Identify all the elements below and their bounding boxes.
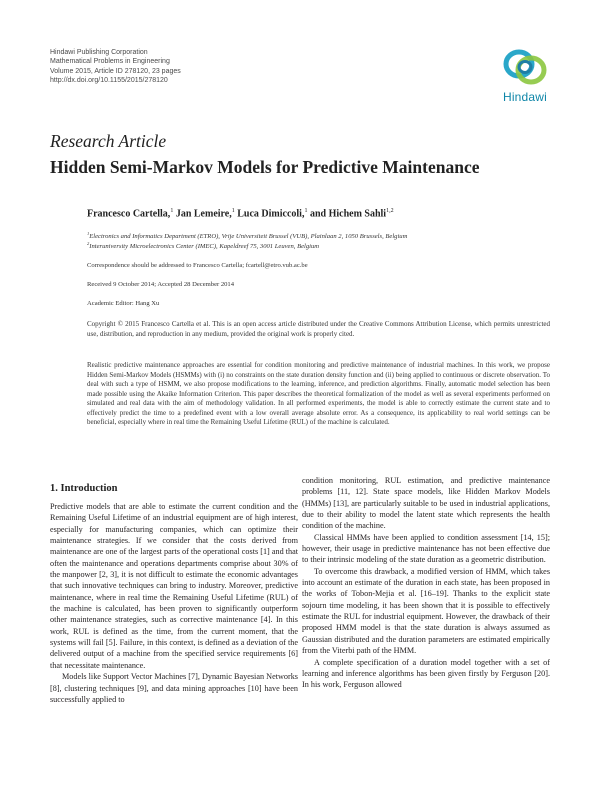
correspondence: Correspondence should be addressed to Francesco Cartella; fcartell@etro.vub.ac.be <box>87 262 308 269</box>
hindawi-logo-icon <box>495 46 555 90</box>
author-affiliation: 1 <box>170 208 174 214</box>
author-affiliation: 1 <box>304 208 308 214</box>
academic-editor: Academic Editor: Hang Xu <box>87 300 160 307</box>
publisher: Hindawi Publishing Corporation <box>50 49 148 56</box>
body-paragraph: Classical HMMs have been applied to condition assessment [14, 15]; however, their usage in predictive maintenance has not been effective due to their intrinsic modeling of the state duration as a geometric distribution. <box>302 532 550 565</box>
body-paragraph: To overcome this drawback, a modified version of HMM, which takes into account an estimate of the duration in each state, has been proposed in the works of Tobon-Mejia et al. [16–19]. Thanks to the explicit state sojourn time modeling, it has been shown that it is possible to effectively estimate the RUL for industrial equipment. However, the drawback of their proposed HMM model is that the state duration is always assumed as Gaussian distributed and the duration parameters are estimated empirically from the Viterbi path of the HMM. <box>302 566 550 656</box>
author-name: Francesco Cartella, <box>87 208 171 220</box>
journal-info <box>50 48 181 85</box>
body-paragraph: A complete specification of a duration model together with a set of learning and inference algorithms has been given firstly by Ferguson [20]. In his work, Ferguson allowed <box>302 657 550 690</box>
author-list <box>87 208 394 219</box>
paper-title: Hidden Semi-Markov Models for Predictive Maintenance <box>50 157 480 177</box>
author-name: Luca Dimiccoli, <box>237 208 305 220</box>
left-column <box>50 501 298 705</box>
author-name: Jan Lemeire, <box>175 208 232 220</box>
author-affiliation: 1,2 <box>386 208 394 214</box>
affiliation-1: $^1$Electronics and Informatics Department (ETRO), Vrije Universiteit Brussel (VUB), Plainlaan 2, 1050 Brussels, Belgium <box>87 231 408 241</box>
received-accepted-dates: Received 9 October 2014; Accepted 28 December 2014 <box>87 281 235 288</box>
section-heading: 1. Introduction <box>50 483 118 494</box>
body-paragraph: condition monitoring, RUL estimation, and predictive maintenance problems [11, 12]. State space models, like Hidden Markov Models (HMMs) [13], are particularly suitable to be used in industrial applications, due to their ability to model the latent state which represents the health condition of the machine. <box>302 476 550 531</box>
right-column <box>302 475 550 691</box>
copyright-notice: Copyright © 2015 Francesco Cartella et al. This is an open access article distributed under the Creative Commons Attribution License, which permits unrestricted use, distribution, and reproduction in any medium, provided the original work is properly cited. <box>87 320 550 338</box>
abstract: Realistic predictive maintenance approaches are essential for condition monitoring and predictive maintenance of industrial machines. In this work, we propose Hidden Semi-Markov Models (HSMMs) with (i) no constraints on the state duration density function and (ii) being applied to continuous or discrete observation. To deal with such a type of HSMM, we also propose modifications to the learning, inference, and prediction algorithms. Finally, automatic model selection has been made possible using the Akaike Information Criterion. This paper describes the theoretical formalization of the model as well as several experiments performed on simulated and real data with the aim of methodology validation. In all performed experiments, the model is able to correctly estimate the current state and to effectively predict the time to a predefined event with a low overall average absolute error. As a consequence, its applicability to real world settings can be beneficial, especially where in real time the Remaining Useful Lifetime (RUL) of the machine is calculated. <box>87 361 550 426</box>
body-paragraph: Predictive models that are able to estimate the current condition and the Remaining Useful Lifetime of an industrial equipment are of high interest, especially for manufacturing companies, which can optimize their maintenance strategies. If we consider that the costs derived from maintenance are one of the largest parts of the operational costs [1] and that often the maintenance and operations departments comprise about 30% of the manpower [2, 3], it is not difficult to estimate the economic advantages that such innovative techniques can bring to industry. Moreover, predictive maintenance, where in real time the Remaining Useful Lifetime (RUL) of the machine is calculated, has been proven to significantly outperform other maintenance strategies, such as corrective maintenance [4]. In this work, RUL is defined as the time, from the current moment, that the systems will fail [5]. Failure, in this context, is defined as a deviation of the delivered output of a machine from the specified service requirements [6] that necessitate maintenance. <box>50 502 298 670</box>
article-type: Research Article <box>50 131 167 151</box>
volume-line: Volume 2015, Article ID 278120, 23 pages <box>50 67 181 75</box>
affiliation-2: $^2$Interuniversity Microelectronics Center (IMEC), Kapeldreef 75, 3001 Leuven, Belgium <box>87 241 320 251</box>
hindawi-logo <box>495 46 555 108</box>
author-name: and Hichem Sahli <box>309 208 387 220</box>
journal-name: Mathematical Problems in Engineering <box>50 58 170 66</box>
author-affiliation: 1 <box>231 208 235 214</box>
body-paragraph: Models like Support Vector Machines [7], Dynamic Bayesian Networks [8], clustering techniques [9], and data mining approaches [10] have been successfully applied to <box>50 672 298 704</box>
logo-text: Hindawi <box>502 90 548 104</box>
doi-link[interactable]: http://dx.doi.org/10.1155/2015/278120 <box>50 76 168 84</box>
